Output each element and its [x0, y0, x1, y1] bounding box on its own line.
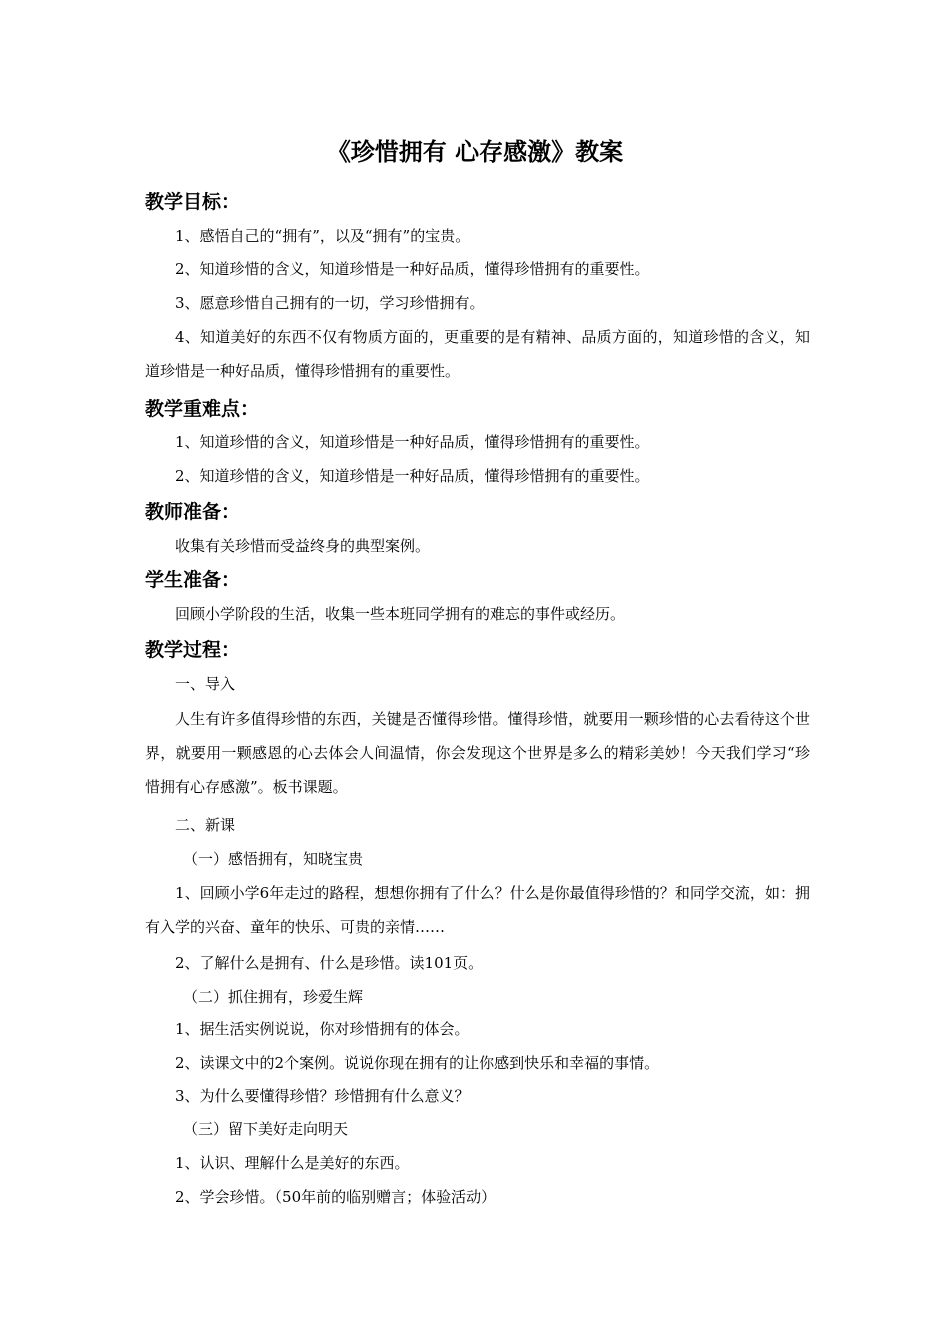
heading-teaching-process: 教学过程： [145, 639, 241, 661]
process-line: 2、学会珍惜。（50年前的临别赠言；体验活动） [175, 1188, 497, 1206]
process-line: 1、据生活实例说说，你对珍惜拥有的体会。 [175, 1020, 470, 1038]
process-paragraph: 人生有许多值得珍惜的东西，关键是否懂得珍惜。懂得珍惜，就要用一颗珍惜的心去看待这个世界，就要用一颗感恩的心去体会人间温情，你会发现这个世界是多么的精彩美妙！今天我们学习“珍惜拥有心存感激”。板书课题。 [145, 710, 810, 796]
process-subheading: （一）感悟拥有，知晓宝贵 [183, 850, 364, 868]
process-subheading: （二）抓住拥有，珍爱生辉 [183, 988, 364, 1006]
heading-key-points: 教学重难点： [145, 398, 260, 420]
process-subheading: （三）留下美好走向明天 [183, 1120, 349, 1138]
process-line: 2、读课文中的2个案例。说说你现在拥有的让你感到快乐和幸福的事情。 [175, 1054, 660, 1072]
heading-student-prep: 学生准备： [145, 569, 241, 591]
heading-teaching-goals: 教学目标： [145, 191, 241, 213]
heading-teacher-prep: 教师准备： [145, 501, 241, 523]
teacher-prep-text: 收集有关珍惜而受益终身的典型案例。 [175, 537, 431, 555]
process-line: 2、了解什么是拥有、什么是珍惜。读101页。 [175, 954, 484, 972]
student-prep-text: 回顾小学阶段的生活，收集一些本班同学拥有的难忘的事件或经历。 [175, 605, 626, 623]
goal-item-1: 1、感悟自己的“拥有”，以及“拥有”的宝贵。 [175, 227, 471, 245]
key-point-item-1: 1、知道珍惜的含义，知道珍惜是一种好品质，懂得珍惜拥有的重要性。 [175, 433, 650, 451]
process-line: 1、认识、理解什么是美好的东西。 [175, 1154, 410, 1172]
goal-item-2: 2、知道珍惜的含义，知道珍惜是一种好品质，懂得珍惜拥有的重要性。 [175, 260, 650, 278]
goal-item-3: 3、愿意珍惜自己拥有的一切，学习珍惜拥有。 [175, 294, 485, 312]
key-point-item-2: 2、知道珍惜的含义，知道珍惜是一种好品质，懂得珍惜拥有的重要性。 [175, 467, 650, 485]
document-title: 《珍惜拥有 心存感激》教案 [326, 138, 624, 166]
process-paragraph: 1、回顾小学6年走过的路程，想想你拥有了什么？什么是你最值得珍惜的？和同学交流，如：拥有入学的兴奋、童年的快乐、可贵的亲情…… [145, 884, 810, 936]
process-line: 二、新课 [175, 816, 236, 834]
process-line: 3、为什么要懂得珍惜？珍惜拥有什么意义？ [175, 1087, 470, 1105]
goal-item-4: 4、知道美好的东西不仅有物质方面的，更重要的是有精神、品质方面的，知道珍惜的含义，知道珍惜是一种好品质，懂得珍惜拥有的重要性。 [145, 328, 810, 380]
process-line: 一、导入 [175, 675, 236, 693]
